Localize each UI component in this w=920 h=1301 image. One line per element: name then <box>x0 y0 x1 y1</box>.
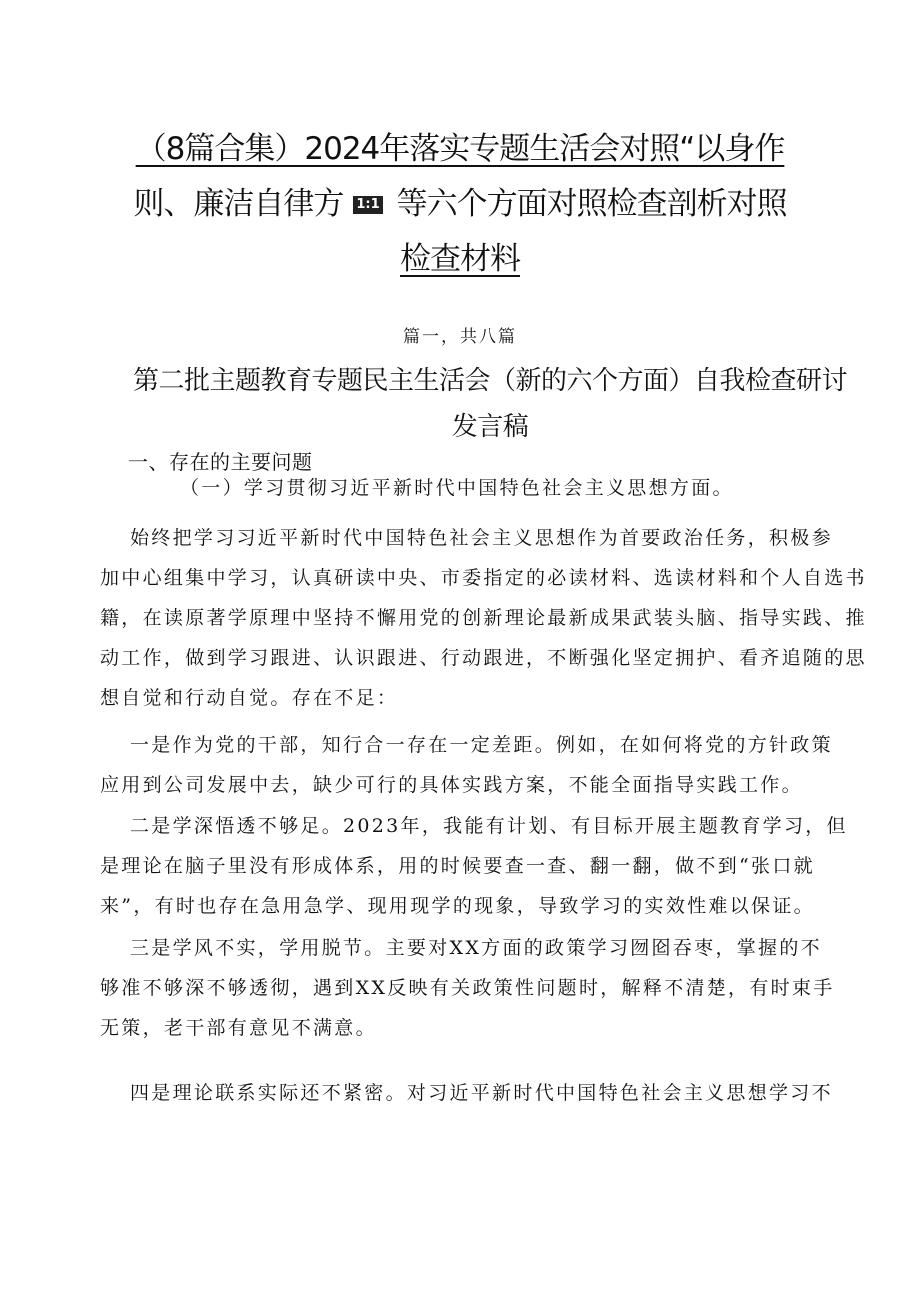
paragraph-5 <box>100 1073 860 1113</box>
paragraph-1 <box>100 518 867 718</box>
title-line-1: （8篇合集）2024年落实专题生活会对照“以身作 <box>135 131 785 167</box>
subsection-heading-block <box>100 468 860 508</box>
paragraph-line: 加中心组集中学习，认真研读中央、市委指定的必读材料、选读材料和个人自选书 <box>100 567 867 589</box>
paragraph-line: 来”，有时也存在急用急学、现用现学的现象，导致学习的实效性难以保证。 <box>100 895 815 917</box>
title-badge: 1:1 <box>353 196 382 214</box>
subtitle-line-1: 第二批主题教育专题民主生活会（新的六个方面）自我检查研讨 <box>132 366 847 396</box>
paragraph-line: 始终把学习习近平新时代中国特色社会主义思想作为首要政治任务，积极参 <box>130 527 833 549</box>
paragraph-line: 三是学风不实，学用脱节。主要对XX方面的政策学习囫囵吞枣，掌握的不 <box>130 937 822 959</box>
paragraph-2 <box>100 725 860 805</box>
paragraph-line: 动工作，做到学习跟进、认识跟进、行动跟进，不断强化坚定拥护、看齐追随的思 <box>100 647 867 669</box>
paragraph-line: 籍，在读原著学原理中坚持不懈用党的创新理论最新成果武装头脑、指导实践、推 <box>100 607 867 629</box>
title-line-3: 检查材料 <box>400 241 520 277</box>
subsection-heading: （一）学习贯彻习近平新时代中国特色社会主义思想方面。 <box>180 477 734 499</box>
title-line-2 <box>60 177 860 232</box>
paragraph-4 <box>100 928 860 1048</box>
paragraph-line: 二是学深悟透不够足。2023年，我能有计划、有目标开展主题教育学习，但 <box>130 815 848 837</box>
paragraph-line: 四是理论联系实际还不紧密。对习近平新时代中国特色社会主义思想学习不 <box>130 1082 833 1104</box>
paragraph-line: 应用到公司发展中去，缺少可行的具体实践方案，不能全面指导实践工作。 <box>100 774 803 796</box>
subtitle-line-2: 发言稿 <box>451 412 529 442</box>
paragraph-line: 想自觉和行动自觉。存在不足： <box>100 687 399 709</box>
document-title <box>60 122 860 287</box>
section-heading: 一、存在的主要问题 <box>128 450 313 474</box>
title-line-2b: 等六个方面对照检查剖析对照 <box>396 186 787 222</box>
paragraph-3 <box>100 806 860 926</box>
subtitle <box>90 358 890 450</box>
paragraph-line: 一是作为党的干部，知行合一存在一定差距。例如，在如何将党的方针政策 <box>130 734 833 756</box>
title-line-2a: 则、廉洁自律方 <box>133 186 344 222</box>
paragraph-line: 是理论在脑子里没有形成体系，用的时候要查一查、翻一翻，做不到“张口就 <box>100 855 815 877</box>
paragraph-line: 无策，老干部有意见不满意。 <box>100 1017 377 1039</box>
part-label: 篇一，共八篇 <box>403 327 517 347</box>
paragraph-line: 够准不够深不够透彻，遇到XX反映有关政策性问题时，解释不清楚，有时束手 <box>100 977 835 999</box>
